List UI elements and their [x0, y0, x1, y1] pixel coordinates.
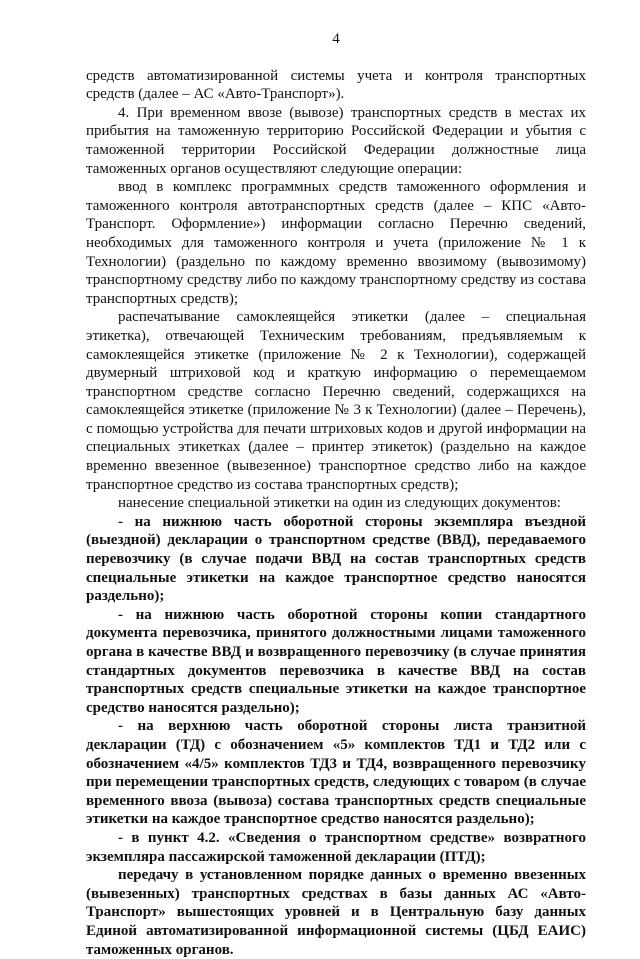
paragraph-print-label: распечатывание самоклеящейся этикетки (далее – специальная этикетка), отвечающей Техническим требованиям, предъявляемым к самоклеящейся этикетке (приложение № 2 к Технологии), содержащей двумерный штриховой код и краткую информацию о перемещаемом транспортном средстве согласно Перечню сведений, содержащихся на самоклеящейся этикетке (приложение № 3 к Технологии) (далее – Перечень), с помощью устройства для печати штриховых кодов и другой информации на специальных этикетках (далее – принтер этикеток) (раздельно на каждое временно ввезенное (вывезенное) транспортное средство либо на каждое транспортное средство из состава транспортных средств); [86, 309, 586, 493]
paragraph-input-kps: ввод в комплекс программных средств таможенного оформления и таможенного контроля автотранспортных средств (далее – КПС «Авто-Транспорт. Оформление») информации согласно Перечню сведений, необходимых для таможенного контроля и учета (приложение № 1 к Технологии) (раздельно по каждому временно ввозимому (вывозимому) транспортному средству либо по каждому транспортному средству из состава транспортных средств); [86, 179, 586, 307]
paragraph-clause-4: 4. При временном ввозе (вывозе) транспортных средств в местах их прибытия на таможенную территорию Российской Федерации и убытия с таможенной территории Российской Федерации должностные лица таможенных органов осуществляют следующие операции: [86, 104, 586, 177]
paragraph-carrier-document: - на нижнюю часть оборотной стороны копии стандартного документа перевозчика, принятого должностными лицами таможенного органа в качестве ВВД и возвращенного перевозчику (в случае принятия стандартных документов перевозчика в качестве ВВД на состав транспортных средств специальные этикетки на каждое транспортное средство наносятся раздельно); [86, 606, 586, 716]
paragraph-transit-declaration: - на верхнюю часть оборотной стороны листа транзитной декларации (ТД) с обозначением «5» комплектов ТД1 и ТД2 или с обозначением «4/5» комплектов ТД3 и ТД4, возвращенного перевозчику при перемещении транспортных средств, следующих с товаром (в случае временного ввоза (вывоза) состава транспортных средств специальные этикетки на каждое транспортное средство наносятся раздельно); [86, 718, 586, 828]
paragraph-continuation: средств автоматизированной системы учета и контроля транспортных средств (далее – АС «Авто-Транспорт»). [86, 67, 586, 103]
document-page [86, 30, 586, 959]
paragraph-vvd: - на нижнюю часть оборотной стороны экземпляра въездной (выездной) декларации о транспортном средстве (ВВД), передаваемого перевозчику (в случае подачи ВВД на состав транспортных средств специальные этикетки на каждое транспортное средство наносятся раздельно); [86, 513, 586, 605]
page-number: 4 [332, 31, 340, 47]
paragraph-apply-label: нанесение специальной этикетки на один из следующих документов: [118, 495, 561, 512]
paragraph-data-transfer: передачу в установленном порядке данных о временно ввезенных (вывезенных) транспортных средствах в базы данных АС «Авто-Транспорт» вышестоящих уровней и в Центральную базу данных Единой автоматизированной информационной системы (ЦБД ЕАИС) таможенных органов. [86, 867, 586, 958]
paragraph-ptd: - в пункт 4.2. «Сведения о транспортном средстве» возвратного экземпляра пассажирской таможенной декларации (ПТД); [86, 829, 586, 865]
